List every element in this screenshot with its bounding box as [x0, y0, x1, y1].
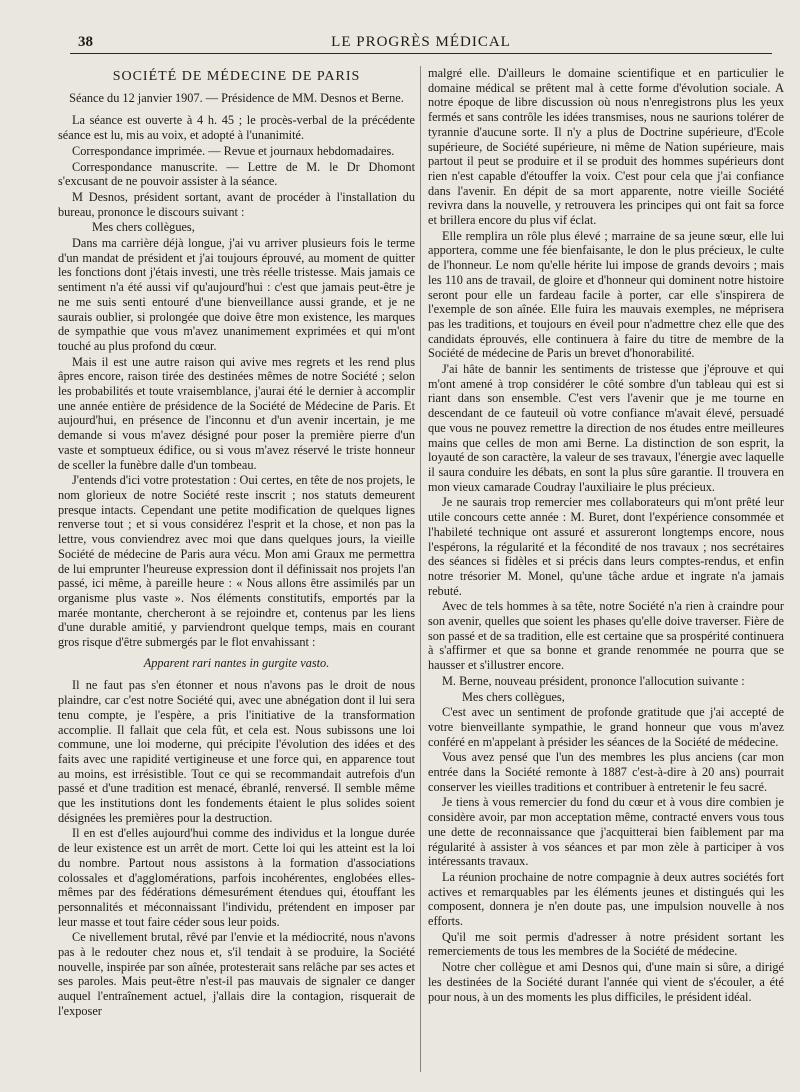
paragraph: Avec de tels hommes à sa tête, notre Société n'a rien à craindre pour son avenir, quelles que soient les phases qu'elle doive traverser. Fière de son passé et de sa tradition, elle est certaine que sa prospérité continuera à s'affirmer et que sa bonne et grande renommée ne pourra que se hausser et s'illustrer encore.	[428, 599, 784, 673]
paragraph: Il ne faut pas s'en étonner et nous n'avons pas le droit de nous plaindre, car c'est notre Société qui, avec une abnégation dont il lui sera tenu compte, je l'espère, a pris l'initiative de la transformation accomplie. Il fallait que cela fût, et cela est. Nous subissons une loi commune, une loi moderne, qui précipite l'évolution des idées et des faits avec une rapidité vertigineuse et une force qui, en apparence tout au moins, est irrésistible. Tout ce qui se recommandait autrefois d'un passé et d'une tradition est menacé, ébranlé, renversé. Il semble même que les institutions dont les fondements étaient le plus solides soient désignées les premières pour la destruction.	[58, 678, 415, 825]
page-header	[70, 32, 772, 54]
paragraph: La réunion prochaine de notre compagnie à deux autres sociétés fort actives et remarquables par les éléments jeunes et distingués qui les composent, donnera je n'en doute pas, une impulsion nouvelle à nos efforts.	[428, 869, 784, 929]
session-line: Séance du 12 janvier 1907. — Présidence de MM. Desnos et Berne.	[69, 90, 404, 105]
paragraph: Mais il est une autre raison qui avive mes regrets et les rend plus âpres encore, raison tirée des destinées mêmes de notre Société ; selon les probabilités et toute vraisemblance, j'aurai été le dernier à accomplir une année entière de présidence de la Société de Médecine de Paris. Et aujourd'hui, en présence de l'inconnu et d'un avenir incertain, je me demande si vous m'avez désigné pour poser la première pierre d'un vaste et somptueux édifice, ou si vous m'avez réservé le triste honneur de sceller la funèbre dalle d'un tombeau.	[58, 354, 415, 472]
manuscript-correspondence: Correspondance manuscrite. — Lettre de M. le Dr Dhomont s'excusant de ne pouvoir assister à la séance.	[58, 159, 415, 189]
section-title: SOCIÉTÉ DE MÉDECINE DE PARIS	[112, 69, 361, 84]
paragraph: J'entends d'ici votre protestation : Oui certes, en tête de nos projets, le nom glorieux de notre Société reste inscrit ; nos statuts demeurent presque intacts. Cependant une petite modification de quelques lignes renverse tout ; et si vous considérez l'esprit et la chose, et non pas la lettre, vous conviendrez avec moi que dans quelques jours, la vieille Société de médecine de Paris aura vécu. Mon ami Graux me permettra de lui emprunter l'heureuse expression dont il définissait nos projets l'an passé, ici même, à pareille heure : « Nous allons être assimilés par un organisme plus vaste ». Nos éléments constitutifs, emportés par la marée montante, chercheront à se rejoindre et, contenus par les liens d'une durable amitié, y parviendront quelque temps, mais en courant gros risque d'être submergés par le flot envahissant :	[58, 473, 415, 650]
paragraph: Dans ma carrière déjà longue, j'ai vu arriver plusieurs fois le terme d'un mandat de président et j'ai toujours éprouvé, au moment de quitter les fonctions dont j'étais investi, une très réelle tristesse. Mais jamais ce sentiment n'a été aussi vif qu'aujourd'hui : c'est que jamais peut-être je ne me suis senti entouré d'une bienveillance aussi grande, et je ne saurais oublier, si prolongée que doive être mon existence, les marques de sympathie que vous m'avez unanimement exprimées et qui m'ont touché au plus profond du cœur.	[58, 236, 415, 353]
header-rule	[70, 53, 772, 54]
salutation: Mes chers collègues,	[92, 220, 195, 235]
paragraph: malgré elle. D'ailleurs le domaine scientifique et en particulier le domaine médical se prêtent mal à cette forme d'évolution sociale. A notre époque de libre discussion où nous n'enregistrons plus les yeux fermés et sans contrôle les idées transmises, nous ne saurions tolérer de tyrannie d'aucune sorte. Il n'y a plus de Doctrine supérieure, d'Ecole supérieure, de Société supérieure, ni même de Nation supérieure, mais partout il peut se produire et il se produit des hommes supérieurs dont rien n'est capable d'étouffer la voix. C'est pour cela que j'ai confiance dans l'avenir. En dépit de sa mort apparente, notre vieille Société revivra dans la nouvelle, y retrouvera les principes qui ont fait sa force et brillera encore du plus vif éclat.	[428, 66, 784, 228]
paragraph: Je ne saurais trop remercier mes collaborateurs qui m'ont prêté leur utile concours cette année : M. Buret, dont l'expérience consommée et l'habileté technique ont assuré et assureront longtemps encore, nous l'espérons, la régularité et la fécondité de nos travaux ; nos secrétaires des séances si fidèles et si précis dans leurs comptes-rendus, et enfin notre trésorier M. Monel, qu'une tâche ardue et ingrate n'a jamais rebuté.	[428, 495, 784, 598]
paragraph: Vous avez pensé que l'un des membres les plus anciens (car mon entrée dans la Société remonte à 1887 c'est-à-dire à 20 ans) pourrait conserver les vieilles traditions et contribuer à entretenir le feu sacré.	[428, 750, 784, 794]
left-column	[58, 66, 415, 1020]
desnos-intro: M Desnos, président sortant, avant de procéder à l'installation du bureau, prononce le discours suivant :	[58, 189, 415, 219]
paragraph: Notre cher collègue et ami Desnos qui, d'une main si sûre, a dirigé les destinées de la Société durant l'année qui vient de s'écouler, a été pour nous, à un des moments les plus difficiles, le président idéal.	[428, 960, 784, 1004]
paragraph: C'est avec un sentiment de profonde gratitude que j'ai accepté de votre bienveillante sympathie, le grand honneur que vous m'avez conféré en m'appelant à présider les séances de la Société de médecine.	[428, 705, 784, 749]
right-column	[428, 66, 784, 1005]
paragraph: Je tiens à vous remercier du fond du cœur et à vous dire combien je considère avoir, par mon acceptation même, contracté envers vous tous une dette de reconnaissance que j'acquitterai bien faiblement par ma régularité à assister à vos séances et par mon zèle à participer à vos intéressants travaux.	[428, 795, 784, 869]
page-number: 38	[78, 34, 93, 50]
paragraph: Elle remplira un rôle plus élevé ; marraine de sa jeune sœur, elle lui apportera, comme une fée bienfaisante, le don le plus précieux, le culte de l'honneur. Le nom qu'elle hérite lui impose de grands devoirs ; mais les 110 ans de travail, de gloire et d'honneur qui dominent notre histoire seront pour elle un fardeau facile à porter, car elle s'inspirera de l'exemple de son aînée. Elle fuira les mauvais exemples, ne méprisera pas les traditions, et toujours en éveil pour n'admettre chez elle que des candidats éprouvés, elle continuera à faire du titre de membre de la Société de médecine de Paris un brevet d'honorabilité.	[428, 228, 784, 361]
printed-correspondence: Correspondance imprimée. — Revue et journaux hebdomadaires.	[72, 143, 395, 158]
paragraph: Il en est d'elles aujourd'hui comme des individus et la longue durée de leur existence est un arrêt de mort. Cette loi qui les atteint est la loi du nombre. Partout nous assistons à la formation d'associations colossales et d'agglomérations, parfois incohérentes, englobées elles-mêmes par des fédérations démesurément étendues qui, étouffant les personnalités et méconnaissant l'individu, prétendent en imposer par leur masse et tout faire céder sous leur poids.	[58, 826, 415, 929]
paragraph: Ce nivellement brutal, rêvé par l'envie et la médiocrité, nous n'avons pas à le redouter chez nous et, s'il tendait à se produire, la Société nouvelle, inspirée par son aînée, protesterait sans relâche par ses actes et ses paroles. Mais peut-être n'est-il pas mauvais de signaler ce danger auquel l'entraînement actuel, j'allais dire la contagion, risquerait de l'exposer	[58, 930, 415, 1018]
column-divider	[420, 66, 421, 1072]
latin-quote: Apparent rari nantes in gurgite vasto.	[143, 655, 330, 670]
paragraph: J'ai hâte de bannir les sentiments de tristesse que j'éprouve et qui m'ont amené à trop considérer le côté sombre d'un tableau qui est si riant dans son ensemble. C'est vers l'avenir que je me tourne en descendant de ce fauteuil où votre confiance m'avait élevé, persuadé que vous ne pouvez remettre la direction de nos études entre meilleures mains que celles de mon ami Berne. La distinction de son esprit, la loyauté de son caractère, la valeur de ses travaux, l'énergie avec laquelle il saura conduire les débats, en sont la plus sûre garantie. Il trouvera en mon vieux camarade Coudray l'auxiliaire le plus précieux.	[428, 362, 784, 494]
opening-paragraph: La séance est ouverte à 4 h. 45 ; le procès-verbal de la précédente séance est lu, mis au voix, et adopté à l'unanimité.	[58, 113, 415, 143]
berne-intro: M. Berne, nouveau président, prononce l'allocution suivante :	[442, 673, 745, 688]
paragraph: Qu'il me soit permis d'adresser à notre président sortant les remerciements de tous les membres de la Société de médecine.	[428, 929, 784, 959]
salutation: Mes chers collègues,	[462, 689, 565, 704]
journal-title: LE PROGRÈS MÉDICAL	[331, 34, 511, 50]
